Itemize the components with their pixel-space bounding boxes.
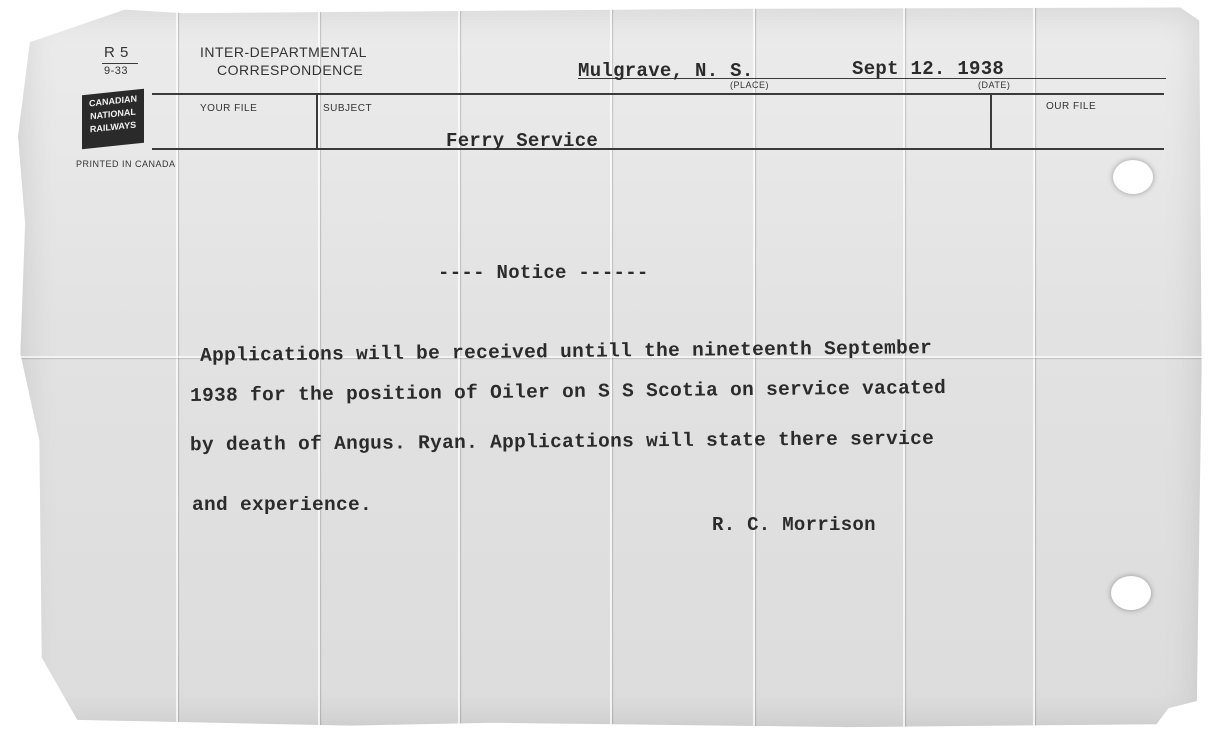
our-file-label: OUR FILE (1046, 101, 1097, 112)
body-line-4: and experience. (192, 494, 373, 516)
date-caption: (DATE) (978, 80, 1011, 90)
body-line-2: 1938 for the position of Oiler on S S Scotia on service vacated (189, 377, 947, 407)
punch-hole (1113, 160, 1153, 194)
logo-line1: CANADIAN (89, 93, 137, 109)
form-number-rule (102, 63, 138, 64)
body-line-3: by death of Angus. Ryan. Applications will state there service (189, 427, 935, 457)
header-divider (316, 95, 318, 148)
logo-line2: NATIONAL (90, 106, 136, 122)
place-value: Mulgrave, N. S. (578, 60, 754, 82)
header-divider (990, 95, 992, 148)
cnr-logo (82, 89, 144, 150)
punch-hole (1111, 576, 1151, 610)
fold-crease (458, 6, 460, 730)
subject-label: SUBJECT (323, 103, 373, 114)
your-file-label: YOUR FILE (200, 103, 258, 114)
signature: R. C. Morrison (712, 514, 876, 536)
header-top-rule (152, 93, 1164, 95)
date-value: Sept 12. 1938 (852, 58, 1005, 80)
fold-crease (753, 6, 755, 730)
subject-value: Ferry Service (446, 130, 599, 152)
form-number-date: 9-33 (104, 65, 129, 77)
fold-crease (903, 6, 905, 730)
paper-sheet (18, 6, 1204, 730)
body-line-1: Applications will be received untill the nineteenth September (199, 337, 933, 367)
logo-line3: RAILWAYS (89, 119, 137, 135)
form-title-line1: INTER-DEPARTMENTAL (200, 44, 367, 60)
notice-heading: ---- Notice ------ (438, 262, 649, 284)
printed-in-label: PRINTED IN CANADA (76, 159, 176, 169)
fold-crease (176, 6, 178, 730)
form-number: R 5 (104, 44, 129, 61)
fold-crease (318, 6, 320, 730)
fold-crease (610, 6, 612, 730)
header-bottom-rule (152, 148, 1164, 150)
form-title-line2: CORRESPONDENCE (217, 62, 364, 78)
place-caption: (PLACE) (730, 80, 770, 90)
fold-crease (1033, 6, 1035, 730)
